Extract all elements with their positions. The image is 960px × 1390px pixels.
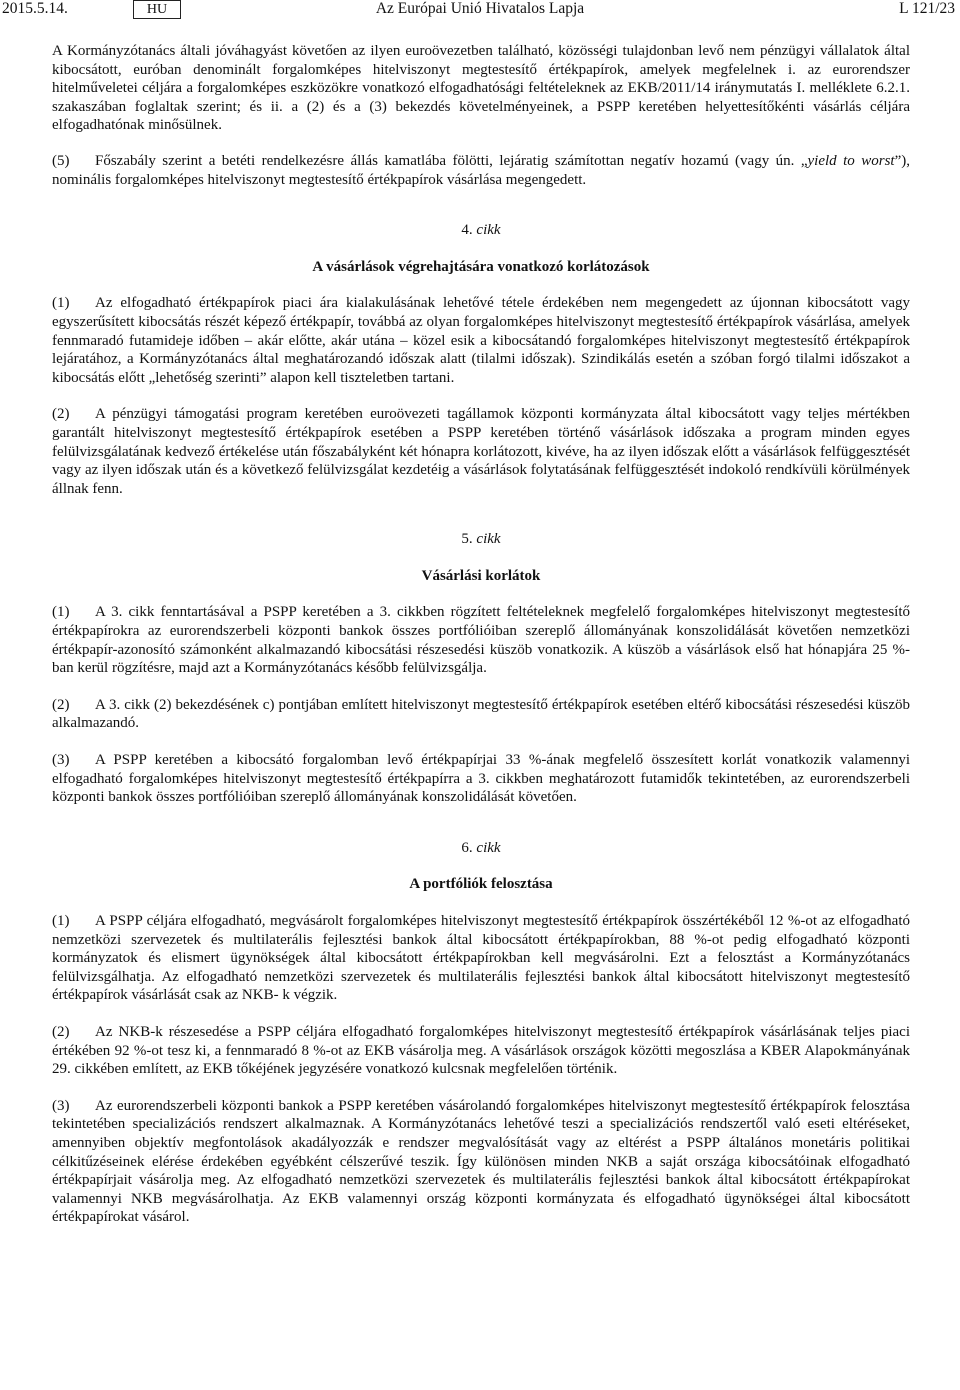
- paragraph-number: (1): [52, 604, 70, 621]
- paragraph-number: (1): [52, 295, 70, 312]
- article-5-title: Vásárlási korlátok: [421, 567, 541, 584]
- article-4-label: [52, 221, 910, 240]
- article-4-title: A vásárlások végrehajtására vonatkozó korlátozások: [312, 258, 650, 275]
- paragraph-number: (2): [52, 406, 70, 423]
- paragraph-number: (5): [52, 152, 70, 169]
- header-journal-title: Az Európai Unió Hivatalos Lapja: [375, 0, 585, 17]
- article-5-label: [52, 530, 910, 549]
- paragraph-text: Az NKB-k részesedése a PSPP céljára elfogadható forgalomképes hitelviszonyt megtestesítő értékpapírok vásárlásának teljes piaci értékében 92 %-ot tesz ki, a fennmaradó 8 %-ot az EKB vásárolja meg. A vásárlások országok közötti megoszlása a KBER Alapokmányának 29. cikkében említett, az EKB tőkéjének jegyzésére vonatkozó kulcsnak megfelelően történik.: [52, 1023, 910, 1078]
- article-word: cikk: [476, 222, 501, 239]
- paragraph-text: Az eurorendszerbeli központi bankok a PSPP keretében vásárolandó forgalomképes hitelviszonyt megtestesítő értékpapírok felosztása tekintetében specializációs rendszert alkalmaznak. A Kormányzótanács lehetővé teszi a specializációs rendszertől való eseti eltéréseket, amennyiben objektív megfontolások akadályozzák e rendszer megvalósítását vagy az eltérést a PSPP általános monetáris politikai célkitűzéseinek elérése érdekében egyébként célszerűvé teszik. Így különösen minden NKB a saját országa kibocsátóinak elfogadható értékpapírjait vásárolja meg. Az elfogadható nemzetközi szervezetek és multilaterális fejlesztési bankok által kibocsátott értékpapírokat valamennyi NKB megvásárolhatja. Az EKB valamennyi ország központi kormányzata és elfogadható ügynökségei által kibocsátott értékpapírokat vásárol.: [52, 1097, 910, 1226]
- paragraph-5: [52, 152, 910, 189]
- paragraph-number: (3): [52, 1097, 70, 1114]
- paragraph-number: (2): [52, 696, 70, 713]
- paragraph-text-before: Főszabály szerint a betéti rendelkezésre állás kamatlába fölötti, lejáratig számítottan negatív hozamú (vagy ún. „: [95, 152, 808, 169]
- article-6-label: [52, 839, 910, 858]
- header-date: 2015.5.14.: [2, 0, 68, 17]
- paragraph-text: A PSPP céljára elfogadható, megvásárolt forgalomképes hitelviszonyt megtestesítő értékpapírok összértékéből 12 %-ot az elfogadható nemzetközi szervezetek és multilaterális fejlesztési bankok által kibocsátott értékpapírokban, 88 %-ot pedig elfogadható központi kormányzatok és elismert ügynökségek által kibocsátott értékpapírokban kell megvásárolni. Ezt a felosztást a Kormányzótanács felülvizsgálhatja. Az elfogadható nemzetközi szervezetek és multilaterális fejlesztési bankok által kibocsátott hitelviszonyt megtestesítő értékpapírok vásárlását csak az NKB- k végzik.: [52, 913, 910, 1004]
- paragraph-text: Az elfogadható értékpapírok piaci ára kialakulásának lehetővé tétele érdekében nem megengedett az újonnan kibocsátott vagy egyszerűsített kibocsátás részét képező értékpapír, továbbá az olyan forgalomképes hitelviszonyt megtestesítő értékpapírok vásárlása, amelyek fennmaradó futamideje időben – akár előtte, akár utána – közel esik a kibocsátandó forgalomképes hitelviszonyt megtestesítő értékpapírok lejáratához, a Kormányzótanács által meghatározandó időszak alatt (tilalmi időszak). Szindikálás esetén a szóban forgó tilalmi időszakot a kibocsátás előtt „lehetőség szerinti” alapon kell tiszteletben tartani.: [52, 295, 910, 386]
- article-4-paragraph-2: [52, 405, 910, 498]
- paragraph-text: A PSPP keretében a kibocsátó forgalomban levő értékpapírjai 33 %-ának megfelelő összesített korlát vonatkozik valamennyi elfogadható forgalomképes hitelviszonyt megtestesítő értékpapírra a 3. cikkben meghatározott futamidők tekintetében, az eurorendszerbeli központi bankok összes portfólióiban szereplő állományának konszolidálását követően.: [52, 752, 910, 806]
- article-number: 4.: [461, 222, 473, 239]
- article-5-paragraph-2: [52, 696, 910, 733]
- paragraph-number: (2): [52, 1023, 70, 1040]
- paragraph-italic-term: yield to worst: [807, 152, 895, 169]
- header-page-number: L 121/23: [899, 0, 955, 17]
- article-6-paragraph-2: [52, 1023, 910, 1079]
- article-number: 6.: [461, 839, 473, 856]
- intro-paragraph: A Kormányzótanács általi jóváhagyást követően az ilyen euroövezetben található, közösségi tulajdonban levő nem pénzügyi vállalatok által kibocsátott, euróban denominált forgalomképes hitelviszonyt megtestesítő értékpapírok, amelyek megfelelnek i. az eurorendszer hitelműveletei céljára a forgalomképes eszközökre vonatkozó elfogadhatósági feltételeknek az EKB/2011/14 iránymutatás I. melléklete 6.2.1. szakaszában foglaltak szerint; és ii. a (2) és a (3) bekezdés követelményeinek, a PSPP keretében helyettesítőkénti vásárlás céljára elfogadhatónak minősülnek.: [52, 43, 910, 134]
- article-number: 5.: [461, 531, 473, 548]
- paragraph-text: A pénzügyi támogatási program keretében euroövezeti tagállamok központi kormányzata által kibocsátott vagy teljes mértékben garantált hitelviszonyt megtestesítő értékpapírok esetében a PSPP keretében történő vásárlások időszaka a program minden egyes felülvizsgálatának kedvező értékelése után főszabályként két hónapra korlátozott, kivéve, ha az ilyen időszak előtt a vásárlások felfüggesztését vagy az ilyen időszak után és a következő felülvizsgálat kezdetéig a vásárlások folytatásának felfüggesztését indokoló rendkívüli körülmények állnak fenn.: [52, 406, 910, 497]
- article-5-paragraph-1: [52, 603, 910, 677]
- paragraph-number: (3): [52, 752, 70, 769]
- paragraph-text: A 3. cikk fenntartásával a PSPP keretében a 3. cikkben rögzített feltételeknek megfelelő forgalomképes hitelviszonyt megtestesítő értékpapírokra az eurorendszerbeli központi bankok összes portfólióiban szereplő állományának konszolidálását követően nemzetközi értékpapír-azonosító számonként alkalmazandó kibocsátási részesedési küszöb vonatkozik. A küszöb a vásárlások első hat hónapjára 25 %-ban kerül rögzítésre, majd azt a Kormányzótanács később felülvizsgálja.: [52, 604, 910, 677]
- page-header: [0, 0, 960, 22]
- article-6-paragraph-3: [52, 1097, 910, 1227]
- header-language-box: HU: [133, 0, 181, 19]
- article-word: cikk: [476, 531, 501, 548]
- article-6-paragraph-1: [52, 912, 910, 1005]
- article-4-paragraph-1: [52, 294, 910, 387]
- article-word: cikk: [476, 839, 501, 856]
- paragraph-text: A 3. cikk (2) bekezdésének c) pontjában említett hitelviszonyt megtestesítő értékpapírok esetében eltérő kibocsátási részesedési küszöb alkalmazandó.: [52, 696, 910, 732]
- paragraph-text-after: ”), nominális forgalomképes hitelviszonyt megtestesítő értékpapírok vásárlása megengedett.: [52, 152, 910, 188]
- article-6-title: A portfóliók felosztása: [409, 876, 553, 893]
- document-body: [52, 42, 910, 1245]
- article-5-paragraph-3: [52, 751, 910, 807]
- paragraph-number: (1): [52, 913, 70, 929]
